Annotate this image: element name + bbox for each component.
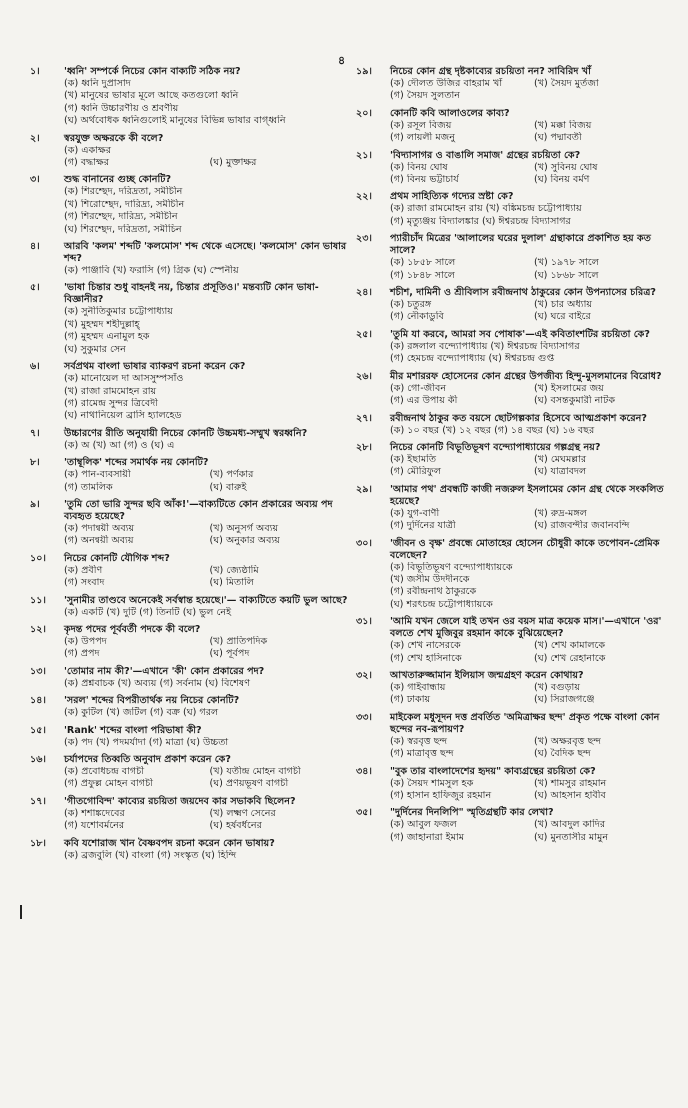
question-item bbox=[356, 150, 678, 187]
question-text: 'জীবন ও বৃক্ষ' প্রবন্ধে মোতাহের হোসেন চৌধুরী কাকে তপোবন-প্রেমিক বলেছেন? bbox=[390, 537, 660, 561]
answer-option: (গ) এর উপায় কী bbox=[390, 395, 458, 407]
answer-option: (খ) ১৯৭৮ সালে bbox=[534, 257, 599, 269]
answer-option: (গ) মাত্রাবৃত্ত ছন্দ bbox=[390, 748, 454, 760]
answer-option: (ক) রাজা রামমোহন রায় (খ) বঙ্কিমচন্দ্র চট্টোপাধ্যায় bbox=[390, 203, 582, 215]
question-text: শুদ্ধ বানানের গুচ্ছ কোনটি? bbox=[64, 174, 172, 186]
answer-option: (ঘ) নাথানিয়েল ব্রাসি হ্যালহেড bbox=[64, 410, 182, 422]
question-text: 'গীতগোবিন্দ' কাব্যের রচয়িতা জয়দেব কার সভাকবি ছিলেন? bbox=[64, 795, 296, 807]
question-item bbox=[356, 484, 678, 533]
options-group bbox=[390, 162, 678, 187]
question-number: ৪। bbox=[30, 241, 40, 253]
question-text: উচ্চারণের রীতি অনুযায়ী নিচের কোনটি উচ্চমধ্য-সম্মুখ স্বরধ্বনি? bbox=[64, 427, 308, 439]
answer-option: (ক) চতুরঙ্গ bbox=[390, 299, 432, 311]
answer-option: (ক) অ (খ) আ (গ) ও (ঘ) এ bbox=[64, 439, 175, 451]
question-item bbox=[30, 725, 355, 749]
answer-option: (ক) কুটিল (খ) জটিল (গ) বক্র (ঘ) গরল bbox=[64, 707, 219, 719]
answer-option: (খ) ইসলামের জয় bbox=[534, 382, 604, 394]
options-group bbox=[64, 707, 355, 719]
question-item bbox=[356, 413, 678, 437]
question-number: ১২। bbox=[30, 623, 46, 635]
options-group bbox=[390, 299, 678, 324]
answer-option: (গ) প্রপদ bbox=[64, 648, 100, 660]
options-group bbox=[390, 778, 678, 803]
question-item bbox=[30, 838, 355, 862]
question-text: 'ধ্বনি' সম্পর্কে নিচের কোন বাক্যটি সঠিক নয়? bbox=[64, 66, 241, 77]
question-header bbox=[30, 457, 355, 469]
answer-option: (ঘ) মিতালি bbox=[209, 577, 254, 589]
question-header bbox=[356, 191, 678, 203]
answer-option: (ক) প্রবোধচন্দ্র বাগচী bbox=[64, 766, 145, 777]
question-text: 'Rank' শব্দের বাংলা পরিভাষা কী? bbox=[64, 724, 202, 736]
options-group bbox=[390, 383, 678, 408]
answer-option: (গ) শিরশ্ছেদ, দারিদ্র্য, সমীচীন bbox=[64, 211, 178, 223]
answer-option: (ঘ) মুনতাসীর মামুন bbox=[534, 831, 609, 843]
answer-option: (ক) রসূল বিজয় bbox=[390, 119, 452, 131]
question-text: 'ভাষা চিন্তার শুধু বাহনই নয়, চিন্তার প্রসূতিও।' মন্তব্যটি কোন ভাষা-বিজ্ঞানীর? bbox=[64, 282, 319, 306]
question-header bbox=[356, 766, 678, 778]
answer-option: (খ) শেখ কামালকে bbox=[534, 640, 606, 652]
answer-option: (খ) শামসুর রাহমান bbox=[534, 777, 607, 789]
options-group bbox=[390, 341, 678, 366]
answer-option: (গ) তামলিক bbox=[64, 481, 113, 493]
question-header bbox=[356, 616, 678, 640]
question-number: ১। bbox=[30, 66, 40, 77]
options-group bbox=[64, 373, 355, 423]
question-number: ৮। bbox=[30, 457, 40, 469]
question-header bbox=[30, 553, 355, 565]
question-text: "বুক তার বাংলাদেশের হৃদয়" কাব্যগ্রন্থের রচয়িতা কে? bbox=[390, 765, 596, 777]
answer-option: (গ) বিনয় ভট্টাচার্য bbox=[390, 174, 459, 186]
answer-option: (ঘ) অনুকার অব্যয় bbox=[209, 535, 280, 547]
options-group bbox=[390, 736, 678, 761]
question-number: ১৭। bbox=[30, 795, 46, 807]
answer-option: (ক) ধ্বনি দুপ্রাসাদ bbox=[64, 78, 131, 89]
question-item bbox=[356, 233, 678, 282]
answer-option: (ঘ) রাজবন্দীর জবানবন্দি bbox=[534, 520, 630, 532]
question-header bbox=[356, 442, 678, 454]
answer-option: (গ) রবীন্দ্রনাথ ঠাকুরকে bbox=[390, 586, 477, 598]
answer-option: (গ) জাহানারা ইমাম bbox=[390, 831, 465, 843]
answer-option: (খ) চার অধ্যায় bbox=[534, 299, 593, 311]
question-number: ২০। bbox=[356, 107, 372, 119]
answer-option: (ক) একটি (খ) দুটি (গ) তিনটি (ঘ) ভুল নেই bbox=[64, 606, 232, 618]
answer-option: (ক) পদান্বয়ী অব্যয় bbox=[64, 522, 135, 534]
question-text: 'আমি যখন জেলে যাই তখন ওর বয়স মাত্র কয়েক মাস।'—এখানে 'ওর' বলতে শেখ মুজিবুর রহমান কাকে বুঝিয়েছেন? bbox=[390, 616, 662, 640]
answer-option: (ক) প্রবীণ bbox=[64, 564, 103, 576]
answer-option: (গ) প্রফুল্ল মোহন বাগচী bbox=[64, 778, 154, 790]
question-header bbox=[356, 413, 678, 425]
answer-option: (ক) শেখ নাসেরকে bbox=[390, 640, 461, 652]
answer-option: (ক) বিনয় ঘোষ bbox=[390, 161, 448, 173]
question-header bbox=[30, 282, 355, 306]
question-text: 'সরল' শব্দের বিপরীতার্থক নয় নিচের কোনটি? bbox=[64, 695, 240, 707]
answer-option: (খ) সুবিনয় ঘোষ bbox=[534, 161, 598, 173]
question-number: ১৫। bbox=[30, 724, 46, 736]
options-group bbox=[390, 640, 678, 665]
question-number: ২১। bbox=[356, 149, 372, 161]
question-header bbox=[356, 329, 678, 341]
answer-option: (ঘ) শরৎচন্দ্র চট্টোপাধ্যায়কে bbox=[390, 598, 493, 610]
right-column bbox=[356, 66, 678, 849]
question-item bbox=[30, 754, 355, 791]
answer-option: (ক) একাক্ষর bbox=[64, 144, 112, 156]
question-number: ৩৫। bbox=[356, 807, 372, 819]
question-text: নিচের কোনটি যৌগিক শব্দ? bbox=[64, 552, 170, 564]
left-column bbox=[30, 66, 355, 867]
answer-option bbox=[534, 90, 678, 102]
question-header bbox=[30, 499, 355, 523]
answer-option: (গ) হেমচন্দ্র বন্দ্যোপাধ্যায় (ঘ) ঈশ্বরচন্দ্র গুপ্ত bbox=[390, 353, 555, 365]
question-number: ৩৪। bbox=[356, 765, 372, 777]
question-text: 'বিদ্যাসাগর ও বাঙালি সমাজ' গ্রন্থের রচয়িতা কে? bbox=[390, 149, 581, 161]
page-number: ৪ bbox=[338, 54, 346, 67]
answer-option: (খ) লক্ষ্মণ সেনের bbox=[209, 807, 276, 819]
question-header bbox=[30, 838, 355, 850]
answer-option: (ক) ১০ বছর (খ) ১২ বছর (গ) ১৪ বছর (ঘ) ১৬ বছর bbox=[390, 424, 595, 436]
options-group bbox=[64, 306, 355, 356]
question-item bbox=[356, 616, 678, 665]
question-item bbox=[30, 457, 355, 494]
options-group bbox=[64, 607, 355, 619]
question-item bbox=[356, 371, 678, 408]
answer-option: (ঘ) ১৮৬৮ সালে bbox=[534, 269, 599, 281]
answer-option: (ঘ) হর্ষবর্ধনের bbox=[209, 820, 262, 832]
question-number: ২৩। bbox=[356, 233, 372, 245]
question-number: ২৮। bbox=[356, 441, 372, 453]
options-group bbox=[64, 145, 355, 170]
answer-option: (গ) নৌকাডুবি bbox=[390, 311, 444, 323]
answer-option: (খ) সৈয়দ মুর্তজা bbox=[534, 78, 599, 89]
answer-option: (খ) অক্ষরবৃত্ত ছন্দ bbox=[534, 735, 601, 747]
question-text: প্রথম সাহিত্যিক গদ্যের স্রষ্টা কে? bbox=[390, 191, 514, 203]
question-text: নিচের কোনটি বিভূতিভূষণ বন্দ্যোপাধ্যায়ের গল্পগ্রন্থ নয়? bbox=[390, 441, 601, 453]
question-number: ১১। bbox=[30, 594, 46, 606]
answer-option: (ঘ) সুকুমার সেন bbox=[64, 343, 126, 355]
options-group bbox=[64, 469, 355, 494]
question-number: ২৭। bbox=[356, 412, 372, 424]
answer-option: (গ) ধ্বনি উচ্চারণীয় ও শ্রবণীয় bbox=[64, 102, 179, 114]
options-group bbox=[390, 682, 678, 707]
question-text: মাইকেল মধুসূদন দত্ত প্রবর্তিত 'অমিত্রাক্ষর ছন্দ' প্রকৃত পক্ষে বাংলা কোন ছন্দের নব-রূপায়ণ? bbox=[390, 711, 660, 735]
question-text: কবি যশোরাজ খান বৈষ্ণবপদ রচনা করেন কোন ভাষায়? bbox=[64, 837, 275, 849]
question-item bbox=[356, 712, 678, 761]
answer-option: (খ) জ্যেষ্ঠামি bbox=[209, 564, 259, 576]
question-number: ২৬। bbox=[356, 370, 372, 382]
question-number: ৩। bbox=[30, 174, 40, 186]
question-header bbox=[30, 133, 355, 145]
question-number: ১৯। bbox=[356, 66, 372, 77]
answer-option: (ক) গো-জীবন bbox=[390, 382, 447, 394]
question-item bbox=[30, 66, 355, 128]
answer-option: (ঘ) আহসান হাবীব bbox=[534, 790, 606, 801]
question-number: ৩১। bbox=[356, 616, 372, 628]
answer-option: (ক) স্বরবৃত্ত ছন্দ bbox=[390, 735, 448, 747]
question-text: সর্বপ্রথম বাংলা ভাষার ব্যাকরণ রচনা করেন কে? bbox=[64, 361, 246, 373]
options-group bbox=[64, 78, 355, 128]
question-item bbox=[356, 670, 678, 707]
question-item bbox=[30, 428, 355, 452]
answer-option: (ঘ) শিরশ্ছেদ, দরিদ্রতা, সমীচিন bbox=[64, 223, 182, 235]
answer-option: (ক) প্রশ্নবাচক (খ) অব্যয় (গ) সর্বনাম (ঘ) বিশেষণ bbox=[64, 677, 251, 689]
question-item bbox=[30, 695, 355, 719]
answer-option: (খ) বগুড়ায় bbox=[534, 681, 580, 693]
answer-option: (গ) মৃত্যুঞ্জয় বিদ্যালঙ্কার (ঘ) ঈশ্বরচন্দ্র বিদ্যাসাগর bbox=[390, 215, 571, 227]
question-number: ৯। bbox=[30, 498, 40, 510]
margin-mark bbox=[20, 905, 22, 919]
question-text: চর্যাপদের তিব্বতি অনুবাদ প্রকাশ করেন কে? bbox=[64, 754, 231, 765]
options-group bbox=[64, 565, 355, 590]
answer-option: (গ) মৌরিফুল bbox=[390, 466, 441, 478]
answer-option: (গ) দুর্দিনের যাত্রী bbox=[390, 520, 456, 532]
answer-option: (খ) আবদুল কাদির bbox=[534, 819, 606, 831]
answer-option: (ক) মানোয়েল দা আসসুম্পসাঁও bbox=[64, 373, 184, 385]
question-item bbox=[30, 174, 355, 236]
answer-option: (খ) রুদ্র-মঙ্গল bbox=[534, 507, 587, 519]
question-item bbox=[30, 133, 355, 170]
answer-option: (খ) মেঘমল্লার bbox=[534, 453, 587, 465]
question-header bbox=[30, 624, 355, 636]
question-text: আখতারুজ্জামান ইলিয়াস জন্মগ্রহণ করেন কোথায়? bbox=[390, 669, 584, 681]
answer-option: (খ) মক্কা বিজয় bbox=[534, 119, 592, 131]
question-text: শচীশ, দামিনী ও শ্রীবিলাস রবীন্দ্রনাথ ঠাকুরের কোন উপন্যাসের চরিত্র? bbox=[390, 287, 656, 299]
answer-option: (ঘ) পদ্মাবতী bbox=[534, 132, 582, 144]
options-group bbox=[64, 808, 355, 833]
answer-option: (ক) শশাঙ্কদেবের bbox=[64, 807, 125, 819]
answer-option: (ক) সুনীতিকুমার চট্টোপাধ্যায় bbox=[64, 306, 173, 318]
answer-option: (গ) সৈয়দ সুলতান bbox=[390, 90, 460, 102]
options-group bbox=[64, 766, 355, 791]
answer-option: (ক) পাঞ্জাবি (খ) ফরাসি (গ) গ্রিক (ঘ) স্পেনীয় bbox=[64, 265, 239, 277]
options-group bbox=[64, 265, 355, 277]
question-text: কৃদন্ত পদের পূর্ববর্তী পদকে কী বলে? bbox=[64, 623, 201, 635]
question-header bbox=[356, 712, 678, 736]
question-text: কোনটি কবি আলাওলের কাব্য? bbox=[390, 107, 510, 119]
answer-option: (গ) শেখ হাসিনাকে bbox=[390, 652, 462, 664]
question-number: ২৫। bbox=[356, 328, 372, 340]
answer-option: (খ) পর্ণকার bbox=[209, 469, 254, 481]
question-text: 'তোমার নাম কী?'—এখানে 'কী' কোন প্রকারের পদ? bbox=[64, 665, 265, 677]
answer-option: (ঘ) প্রণয়ভূষণ বাগচী bbox=[209, 778, 289, 790]
question-header bbox=[30, 241, 355, 265]
answer-option: (ঘ) যাত্রাবদল bbox=[534, 466, 587, 478]
question-item bbox=[30, 624, 355, 661]
question-text: নিচের কোন গ্রন্থ দৃষ্টকাব্যের রচয়িতা নন? সাবিরিদ খাঁ bbox=[390, 66, 591, 77]
question-item bbox=[30, 282, 355, 356]
answer-option: (গ) বদ্ধাক্ষর bbox=[64, 157, 110, 169]
question-header bbox=[30, 361, 355, 373]
question-item bbox=[30, 499, 355, 548]
question-item bbox=[30, 595, 355, 619]
answer-option: (ক) ১৮৫৮ সালে bbox=[390, 257, 456, 269]
options-group bbox=[390, 257, 678, 282]
question-header bbox=[356, 371, 678, 383]
answer-option: (ঘ) ঘরে বাইরে bbox=[534, 311, 591, 323]
question-number: ১০। bbox=[30, 552, 46, 564]
question-header bbox=[30, 666, 355, 678]
question-header bbox=[356, 484, 678, 508]
question-text: মীর মশাররফ হোসেনের কোন গ্রন্থের উপজীব্য হিন্দু-মুসলমানের বিরোধ? bbox=[390, 370, 662, 382]
question-item bbox=[356, 329, 678, 366]
question-header bbox=[356, 807, 678, 819]
question-item bbox=[356, 766, 678, 803]
answer-option: (ক) দৌলত উজির বাহরাম খাঁ bbox=[390, 78, 503, 89]
answer-option: (ঘ) মুক্তাক্ষর bbox=[209, 157, 257, 169]
answer-option: (ক) উপপদ bbox=[64, 635, 107, 647]
answer-option: (গ) যশোবর্মনের bbox=[64, 820, 125, 832]
answer-option: (খ) মুহম্মদ শহীদুল্লাহ্ bbox=[64, 318, 140, 330]
question-header bbox=[356, 66, 678, 78]
answer-option: (খ) অনুসর্গ অব্যয় bbox=[209, 522, 279, 534]
question-number: ২৯। bbox=[356, 483, 372, 495]
answer-option: (ক) ব্রজবুলি (খ) বাংলা (গ) সংস্কৃত (ঘ) হিন্দি bbox=[64, 849, 237, 861]
question-number: ২। bbox=[30, 132, 40, 144]
question-number: ৩৩। bbox=[356, 711, 372, 723]
answer-option: (গ) সংবাদ bbox=[64, 577, 105, 589]
answer-option: (ঘ) সিরাজগঞ্জে bbox=[534, 694, 595, 706]
options-group bbox=[390, 508, 678, 533]
question-text: 'সুনামীর তাণ্ডবে অনেকেই সর্বস্বান্ত হয়েছে।'— বাক্যটিতে কয়টি ভুল আছে? bbox=[64, 594, 348, 606]
question-text: 'আমার পথ' প্রবন্ধটি কাজী নজরুল ইসলামের কোন গ্রন্থ থেকে সংকলিত হয়েছে? bbox=[390, 483, 664, 507]
question-item bbox=[356, 442, 678, 479]
question-number: ১৪। bbox=[30, 695, 46, 707]
options-group bbox=[390, 562, 678, 612]
options-group bbox=[64, 523, 355, 548]
answer-option: (গ) অনন্বয়ী অব্যয় bbox=[64, 535, 134, 547]
options-group bbox=[64, 850, 355, 862]
answer-option: (ঘ) অর্থবোধক ধ্বনিগুলোই মানুষের বিভিন্ন ভাষার বাগ্ধ্বনি bbox=[64, 115, 286, 127]
answer-option: (গ) মুহম্মদ এনামুল হক bbox=[64, 331, 150, 343]
answer-option: (ঘ) পূর্বপদ bbox=[209, 648, 250, 660]
answer-option: (ক) পান-ব্যবসায়ী bbox=[64, 469, 131, 481]
question-header bbox=[30, 796, 355, 808]
question-number: ১৮। bbox=[30, 837, 46, 849]
question-header bbox=[30, 66, 355, 78]
question-item bbox=[30, 553, 355, 590]
question-header bbox=[30, 428, 355, 440]
answer-option: (খ) প্রাতিপদিক bbox=[209, 635, 268, 647]
answer-option: (ঘ) বিনয় বর্মণ bbox=[534, 174, 590, 186]
options-group bbox=[64, 636, 355, 661]
answer-option: (ক) পদ (খ) পদমর্যাদা (গ) মাত্রা (ঘ) উচ্চতা bbox=[64, 736, 229, 748]
question-header bbox=[356, 538, 678, 562]
options-group bbox=[390, 454, 678, 479]
question-item bbox=[356, 191, 678, 228]
answer-option: (গ) রামেন্দ্র সুন্দর ত্রিবেদী bbox=[64, 397, 159, 409]
question-item bbox=[356, 807, 678, 844]
answer-option: (খ) যতীন্দ্র মোহন বাগচী bbox=[209, 766, 301, 777]
answer-option bbox=[210, 145, 356, 157]
options-group bbox=[64, 737, 355, 749]
options-group bbox=[390, 819, 678, 844]
answer-option: (খ) মানুষের ভাষার মূলে আছে কতগুলো ধ্বনি bbox=[64, 90, 239, 102]
question-header bbox=[30, 595, 355, 607]
question-text: "দুর্দিনের দিনলিপি" স্মৃতিগ্রন্থটি কার লেখা? bbox=[390, 807, 554, 819]
answer-option: (ক) সৈয়দ শামসুল হক bbox=[390, 777, 474, 789]
options-group bbox=[390, 120, 678, 145]
answer-option: (ক) শিরশ্ছেদ, দরিদ্রতা, সমীচীন bbox=[64, 186, 183, 198]
question-item bbox=[30, 796, 355, 833]
question-number: ৫। bbox=[30, 282, 40, 294]
answer-option: (গ) ঢাকায় bbox=[390, 694, 431, 706]
question-item bbox=[356, 287, 678, 324]
answer-option: (খ) রাজা রামমোহন রায় bbox=[64, 385, 157, 397]
answer-option: (ক) বিভূতিভূষণ বন্দ্যোপাধ্যায়কে bbox=[390, 561, 513, 573]
question-item bbox=[356, 108, 678, 145]
question-text: প্যারীচাঁদ মিত্রের 'আলালের ঘরের দুলাল' গ্রন্থাকারে প্রকাশিত হয় কত সালে? bbox=[390, 233, 651, 257]
question-item bbox=[356, 538, 678, 612]
options-group bbox=[390, 78, 678, 103]
question-header bbox=[30, 754, 355, 766]
answer-option: (গ) ১৮৪৮ সালে bbox=[390, 269, 455, 281]
question-item bbox=[30, 666, 355, 690]
question-header bbox=[356, 287, 678, 299]
answer-option: (ক) রঙ্গলাল বন্দ্যোপাধ্যায় (খ) ঈশ্বরচন্দ্র বিদ্যাসাগর bbox=[390, 340, 580, 352]
answer-option: (ক) গাইবান্ধায় bbox=[390, 681, 446, 693]
answer-option: (খ) জসীম উদদীনকে bbox=[390, 573, 470, 585]
answer-option: (গ) লায়লী মজনু bbox=[390, 132, 455, 144]
answer-option: (ঘ) বসন্তকুমারী নাটক bbox=[534, 395, 616, 407]
answer-option: (ক) ইছামতি bbox=[390, 453, 437, 465]
question-header bbox=[30, 174, 355, 186]
question-header bbox=[356, 233, 678, 257]
question-number: ২২। bbox=[356, 191, 372, 203]
answer-option: (ক) আবুল ফজল bbox=[390, 819, 457, 831]
question-number: ১৬। bbox=[30, 754, 46, 765]
question-item bbox=[30, 241, 355, 277]
question-header bbox=[356, 108, 678, 120]
question-number: ৩০। bbox=[356, 537, 372, 549]
answer-option: (ঘ) বারুই bbox=[209, 481, 247, 493]
options-group bbox=[390, 203, 678, 228]
question-header bbox=[356, 670, 678, 682]
question-text: রবীন্দ্রনাথ ঠাকুর কত বয়সে ছোটগল্পকার হিসেবে আত্মপ্রকাশ করেন? bbox=[390, 412, 647, 424]
question-number: ২৪। bbox=[356, 287, 372, 299]
question-item bbox=[30, 361, 355, 423]
options-group bbox=[64, 440, 355, 452]
answer-option: (ঘ) শেখ রেহানাকে bbox=[534, 652, 606, 664]
answer-option: (ক) যুগ-বাণী bbox=[390, 507, 440, 519]
question-number: ৭। bbox=[30, 427, 40, 439]
answer-option: (ঘ) বৈদিক ছন্দ bbox=[534, 748, 591, 760]
question-text: 'তাম্বূলিক' শব্দের সমার্থক নয় কোনটি? bbox=[64, 457, 209, 469]
answer-option: (গ) হাসান হাফিজুর রহমান bbox=[390, 790, 492, 801]
question-number: ৩২। bbox=[356, 669, 372, 681]
options-group bbox=[390, 425, 678, 437]
question-header bbox=[356, 150, 678, 162]
question-text: স্বরযুক্ত অক্ষরকে কী বলে? bbox=[64, 132, 164, 144]
question-header bbox=[30, 725, 355, 737]
question-number: ১৩। bbox=[30, 665, 46, 677]
question-item bbox=[356, 66, 678, 103]
question-header bbox=[30, 695, 355, 707]
question-text: আরবি 'কলম' শব্দটি 'কলমোস' শব্দ থেকে এসেছে। 'কলমোস' কোন ভাষার শব্দ? bbox=[64, 241, 347, 265]
question-number: ৬। bbox=[30, 361, 40, 373]
question-text: 'তুমি তো ভারি সুন্দর ছবি আঁক!'—বাক্যটিতে কোন প্রকারের অব্যয় পদ ব্যবহৃত হয়েছে? bbox=[64, 498, 333, 522]
options-group bbox=[64, 186, 355, 236]
answer-option: (খ) শিরোশ্ছেদ, দারিদ্র্য, সমীচীন bbox=[64, 198, 185, 210]
question-text: 'তুমি যা করবে, আমরা সব পোষাক'—এই কবিতাংশটির রচয়িতা কে? bbox=[390, 328, 650, 340]
options-group bbox=[64, 678, 355, 690]
